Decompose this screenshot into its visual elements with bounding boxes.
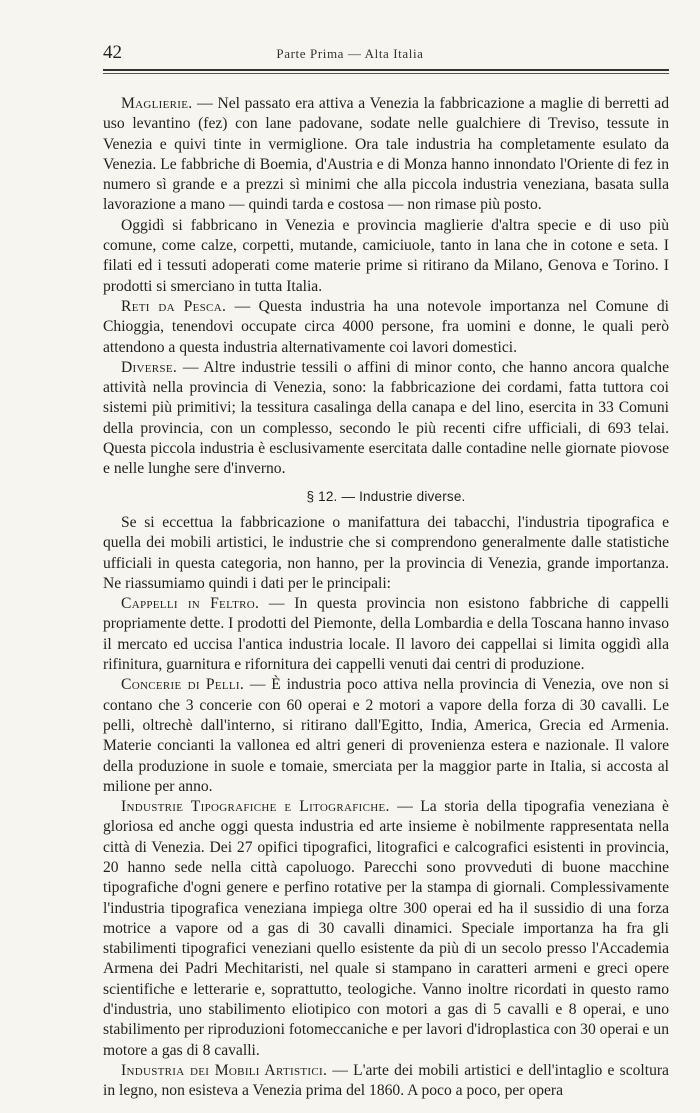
paragraph-lead: Diverse. bbox=[121, 358, 178, 376]
paragraph-tipografiche bbox=[103, 797, 669, 1061]
paragraph-lead: Maglierie. bbox=[121, 95, 193, 112]
paragraph-text: — Nel passato era attiva a Venezia la fabbricazione a maglie di berretti ad uso levantino (fez) con lane padovane, sodate nelle gualchiere di Treviso, tessute in Venezia e quivi tinte in vermiglione. Ora tale industria ha completamente esulato da Venezia. Le fabbriche di Boemia, d'Austria e di Monza hanno innondato l'Oriente di fez in numero sì grande e a prezzi sì minimi che alla piccola industria veneziana, basata sulla lavorazione a mano — quindi tarda e costosa — non rimase più posto. bbox=[103, 95, 669, 214]
paragraph-reti-da-pesca bbox=[103, 297, 669, 358]
paragraph-text: — La storia della tipografia veneziana è gloriosa ed anche oggi questa industria ed arte insieme è nobilmente rappresentata nella città di Venezia. Dei 27 opifici tipografici, litografici e calcografici esistenti in provincia, 20 hanno sede nella città capoluogo. Parecchi sono provveduti di buone macchine tipografiche d'ogni genere e perfino rotative per la stampa di giornali. Complessivamente l'industria tipografica veneziana impiega oltre 300 operai ed ha il sussidio di una forza motrice a vapore od a gas di 30 cavalli dinamici. Speciale importanza ha fra gli stabilimenti tipografici veneziani quello esistente da più di un secolo presso l'Accademia Armena dei Padri Mechitaristi, nel quale si stampano in caratteri armeni e greci opere scientifiche e letterarie e, soprattutto, teologiche. Vanno inoltre ricordati in questo ramo d'industria, uno stabilimento eliotipico con motori a gas di 5 cavalli e 8 operai, e uno stabilimento per riproduzioni fotomeccaniche e per lavori d'idroplastica con 30 operai e un motore a gas di 8 cavalli. bbox=[103, 798, 669, 1059]
paragraph-text: — È industria poco attiva nella provincia di Venezia, ove non si contano che 3 concerie con 60 operai e 2 motori a vapore della forza di 30 cavalli. Le pelli, oltrechè dall'interno, si ritirano dall'Egitto, India, America, Grecia ed Armenia. Materie concianti la vallonea ed altri generi di provenienza estera e nazionale. Il valore della produzione in suole e tomaie, smerciata per la maggior parte in Italia, si accosta al milione per anno. bbox=[103, 676, 669, 795]
section-heading: § 12. — Industrie diverse. bbox=[306, 488, 466, 504]
paragraph-cappelli bbox=[103, 594, 669, 675]
paragraph-text: — Altre industrie tessili o affini di minor conto, che hanno ancora qualche attività nella provincia di Venezia, sono: la fabbricazione dei cordami, fatta tuttora coi sistemi più primitivi; la tessitura casalinga della canapa e del lino, esercita in 33 Comuni della provincia, con un complesso, secondo le più recenti cifre ufficiali, di 693 telai. Questa piccola industria è esclusivamente esercitata dalle contadine nelle giornate piovose e nelle lunghe sere d'inverno. bbox=[103, 358, 669, 478]
header-rule bbox=[103, 69, 669, 71]
paragraph-mobili bbox=[103, 1061, 669, 1102]
paragraph-intro bbox=[103, 513, 669, 594]
paragraph-lead: Concerie di Pelli. bbox=[121, 676, 245, 694]
paragraph-lead: Reti da Pesca. bbox=[121, 297, 227, 315]
paragraph-oggidi bbox=[103, 216, 669, 297]
paragraph-text: — Questa industria ha una notevole importanza nel Comune di Chioggia, tenendovi occupate circa 4000 persone, fra uomini e donne, le quali però attendono a questa industria alternativamente coi lavori domestici. bbox=[103, 297, 669, 356]
paragraph-text: Oggidì si fabbricano in Venezia e provincia maglierie d'altra specie e di uso più comune, come calze, corpetti, mutande, camiciuole, tanto in lana che in cotone e seta. I filati ed i tessuti adoperati come materie prime si ritirano da Milano, Genova e Torino. I prodotti si smerciano in tutta Italia. bbox=[103, 216, 669, 295]
header-rule-thin bbox=[103, 73, 669, 74]
paragraph-maglierie bbox=[103, 94, 669, 216]
paragraph-text: Se si eccettua la fabbricazione o manifattura dei tabacchi, l'industria tipografica e quella dei mobili artistici, le industrie che si comprendono generalmente dalle statistiche ufficiali in questa categoria, non hanno, per la provincia di Venezia, grande importanza. Ne riassumiamo quindi i dati per le principali: bbox=[103, 513, 669, 592]
paragraph-diverse bbox=[103, 358, 669, 480]
paragraph-lead: Industrie Tipografiche e Litografiche. bbox=[121, 798, 390, 816]
running-head: Parte Prima — Alta Italia bbox=[276, 46, 424, 61]
paragraph-concerie bbox=[103, 675, 669, 797]
paragraph-text: — L'arte dei mobili artistici e dell'intaglio e scoltura in legno, non esisteva a Venezia prima del 1860. A poco a poco, per opera bbox=[103, 1061, 669, 1100]
body-text bbox=[103, 94, 669, 1102]
page-number: 42 bbox=[103, 42, 122, 63]
paragraph-lead: Industria dei Mobili Artistici. bbox=[121, 1061, 328, 1079]
paragraph-lead: Cappelli in Feltro. bbox=[121, 595, 260, 613]
paragraph-text: — In questa provincia non esistono fabbriche di cappelli propriamente dette. I prodotti del Piemonte, della Lombardia e della Toscana hanno invaso il mercato ed uccisa l'antica industria locale. Il lavoro dei cappellai si limita oggidì alla rifinitura, guarnitura e rifornitura dei cappelli venuti dai centri di produzione. bbox=[103, 595, 669, 674]
